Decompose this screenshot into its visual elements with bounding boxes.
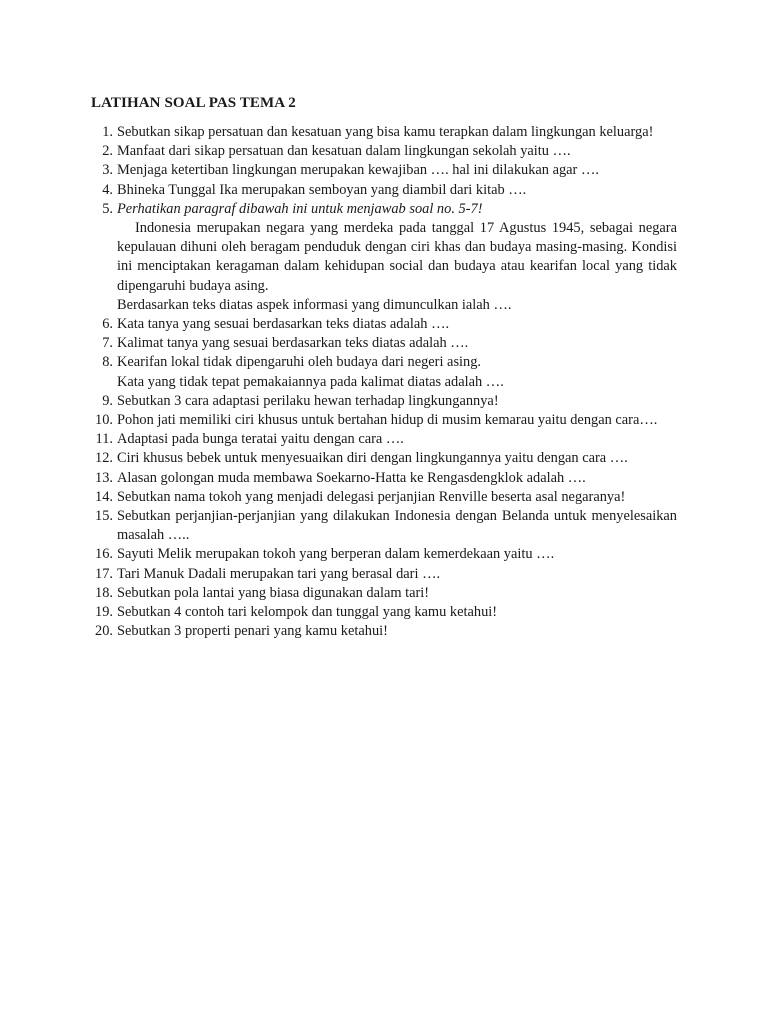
question-item	[91, 315, 677, 334]
question-number: 6.	[102, 316, 113, 333]
question-item	[91, 123, 677, 142]
question-item	[91, 488, 677, 507]
question-number: 3.	[102, 162, 113, 179]
question-item	[91, 353, 677, 391]
question-item	[91, 200, 677, 315]
question-text: Sebutkan perjanjian-perjanjian yang dilakukan Indonesia dengan Belanda untuk menyelesaikan masalah …..	[117, 508, 677, 544]
question-text: Sebutkan sikap persatuan dan kesatuan yang bisa kamu terapkan dalam lingkungan keluarga!	[117, 124, 654, 140]
reading-passage: Indonesia merupakan negara yang merdeka pada tanggal 17 Agustus 1945, sebagai negara kepulauan dihuni oleh beragam penduduk dengan ciri khas dan budaya masing-masing. Kondisi ini menciptakan keragaman dalam kehidupan social dan budaya atau kearifan local yang tidak dipengaruhi budaya asing.	[117, 220, 677, 294]
question-number: 2.	[102, 143, 113, 160]
question-item	[91, 622, 677, 641]
question-number: 1.	[102, 124, 113, 140]
question-item	[91, 584, 677, 603]
question-number: 16.	[95, 546, 113, 563]
question-number: 15.	[95, 508, 113, 525]
question-number: 14.	[95, 488, 113, 505]
question-number: 10.	[95, 412, 113, 429]
question-text: Kalimat tanya yang sesuai berdasarkan teks diatas adalah ….	[117, 335, 469, 352]
question-text: Sebutkan nama tokoh yang menjadi delegasi perjanjian Renville beserta asal negaranya!	[117, 488, 626, 505]
question-text: Menjaga ketertiban lingkungan merupakan kewajiban …. hal ini dilakukan agar ….	[117, 162, 599, 179]
question-item	[91, 449, 677, 468]
question-item	[91, 161, 677, 180]
document-title: LATIHAN SOAL PAS TEMA 2	[91, 95, 296, 111]
document-page	[91, 94, 677, 641]
question-text: Sayuti Melik merupakan tokoh yang berperan dalam kemerdekaan yaitu ….	[117, 546, 555, 563]
question-text: Adaptasi pada bunga teratai yaitu dengan cara ….	[117, 431, 404, 448]
question-text: Sebutkan 3 cara adaptasi perilaku hewan terhadap lingkungannya!	[117, 392, 499, 409]
question-item	[91, 411, 677, 430]
question-number: 20.	[95, 623, 113, 640]
question-text: Manfaat dari sikap persatuan dan kesatuan dalam lingkungan sekolah yaitu ….	[117, 143, 571, 160]
question-number: 7.	[102, 335, 113, 352]
passage-instruction: Perhatikan paragraf dibawah ini untuk menjawab soal no. 5-7!	[117, 200, 483, 217]
question-item	[91, 603, 677, 622]
question-item	[91, 392, 677, 411]
question-text: Alasan golongan muda membawa Soekarno-Hatta ke Rengasdengklok adalah ….	[117, 469, 586, 486]
question-number: 12.	[95, 450, 113, 467]
question-item	[91, 507, 677, 545]
question-number: 5.	[102, 200, 113, 217]
question-subtext: Berdasarkan teks diatas aspek informasi yang dimunculkan ialah ….	[117, 296, 512, 313]
question-number: 9.	[102, 392, 113, 409]
question-item	[91, 545, 677, 564]
question-list	[91, 123, 677, 641]
question-text: Tari Manuk Dadali merupakan tari yang berasal dari ….	[117, 565, 441, 582]
question-number: 19.	[95, 604, 113, 621]
question-number: 18.	[95, 584, 113, 601]
question-text: Kata tanya yang sesuai berdasarkan teks diatas adalah ….	[117, 316, 450, 333]
question-text: Sebutkan 4 contoh tari kelompok dan tunggal yang kamu ketahui!	[117, 604, 498, 621]
question-number: 11.	[95, 431, 113, 448]
question-subtext: Kata yang tidak tepat pemakaiannya pada kalimat diatas adalah ….	[117, 373, 504, 390]
question-text: Ciri khusus bebek untuk menyesuaikan diri dengan lingkungannya yaitu dengan cara ….	[117, 450, 628, 467]
question-item	[91, 142, 677, 161]
question-number: 17.	[95, 565, 113, 582]
question-text: Pohon jati memiliki ciri khusus untuk bertahan hidup di musim kemarau yaitu dengan cara….	[117, 412, 658, 429]
question-item	[91, 565, 677, 584]
question-item	[91, 469, 677, 488]
question-number: 13.	[95, 469, 113, 486]
question-text: Bhineka Tunggal Ika merupakan semboyan yang diambil dari kitab ….	[117, 181, 527, 198]
question-item	[91, 430, 677, 449]
question-item	[91, 334, 677, 353]
question-number: 4.	[102, 181, 113, 198]
question-number: 8.	[102, 354, 113, 371]
question-text: Sebutkan 3 properti penari yang kamu ketahui!	[117, 623, 388, 640]
question-item	[91, 181, 677, 200]
question-text: Sebutkan pola lantai yang biasa digunakan dalam tari!	[117, 584, 430, 601]
question-text: Kearifan lokal tidak dipengaruhi oleh budaya dari negeri asing.	[117, 354, 482, 371]
